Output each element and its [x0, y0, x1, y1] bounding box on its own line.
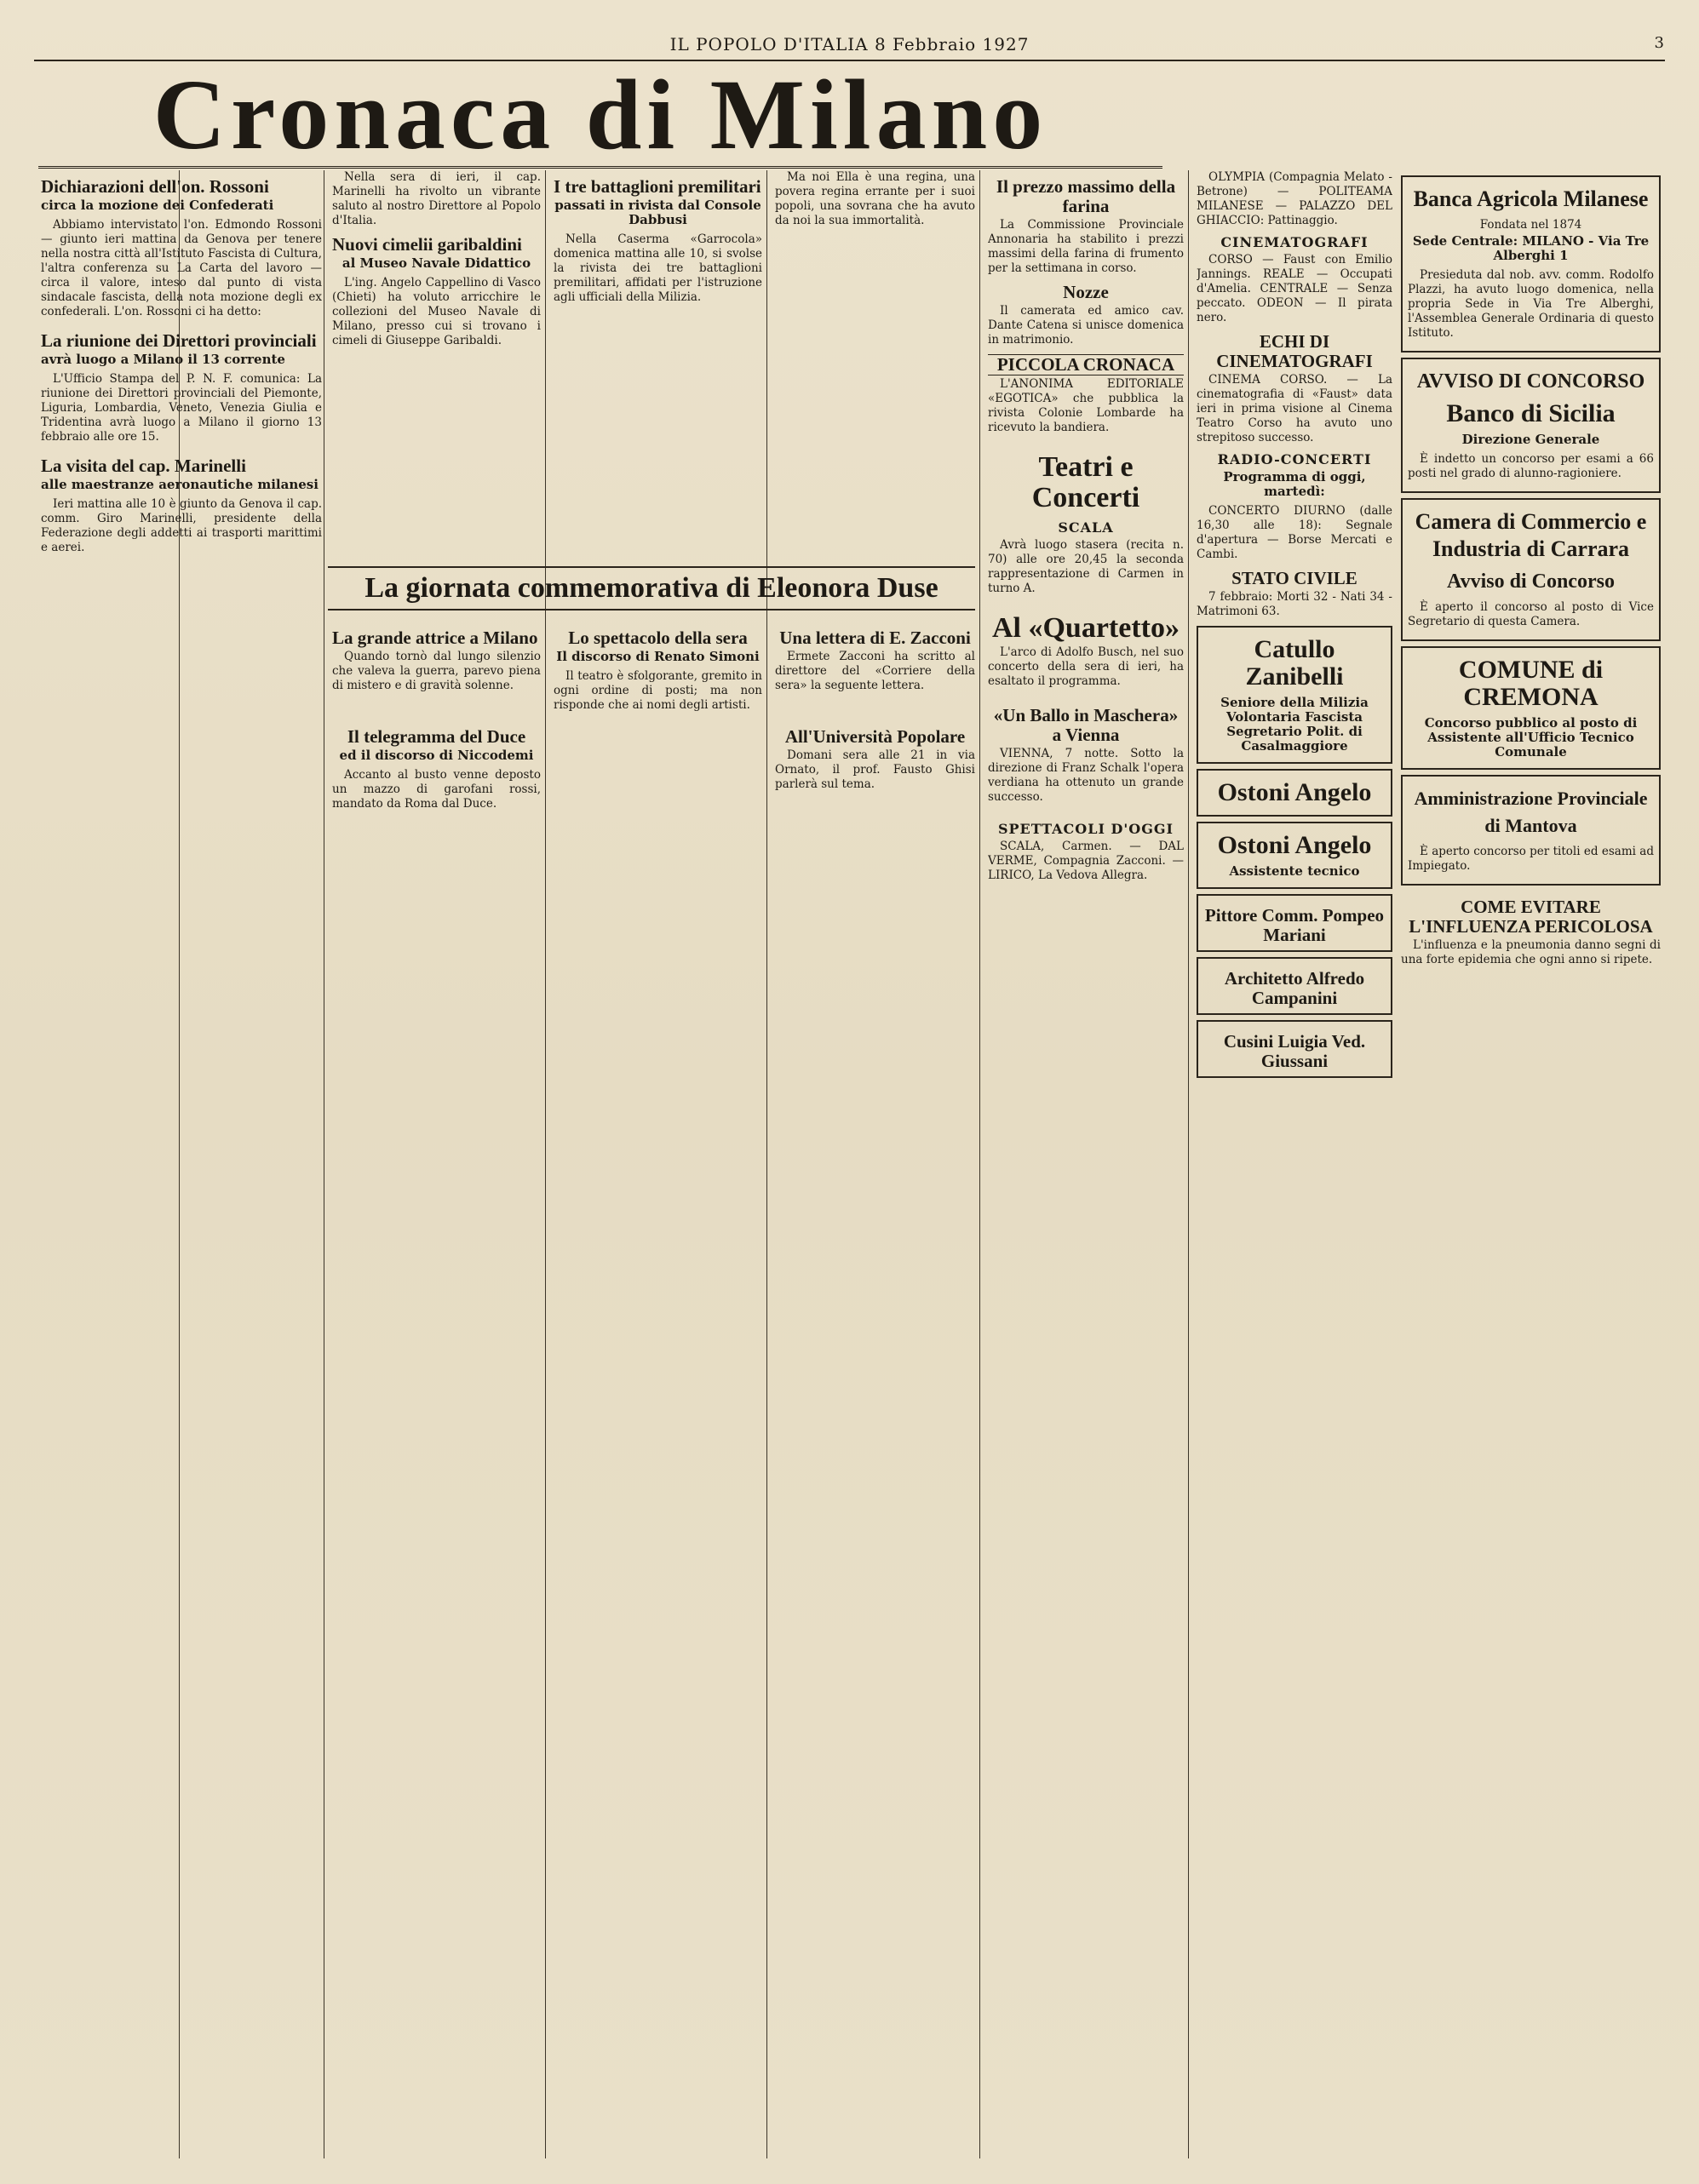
column-2	[332, 170, 541, 562]
article-heading: Al «Quartetto»	[991, 612, 1180, 644]
column-rule	[766, 170, 767, 2158]
article-text: Avrà luogo stasera (recita n. 70) alle ore 20,45 la seconda rappresentazione di Carmen in turno A.	[988, 538, 1184, 595]
article-text: Il teatro è sfolgorante, gremito in ogni ordine di posti; ma non risponde che ai nomi degli artisti.	[554, 669, 762, 712]
article-heading: Nuovi cimelii garibaldini	[332, 234, 522, 255]
article-text: Domani sera alle 21 in via Ornato, il prof. Fausto Ghisi parlerà sul tema.	[775, 748, 975, 791]
article-text: È indetto un concorso per esami a 66 posti nel grado di alunno-ragioniere.	[1408, 452, 1654, 480]
obituary-name: Catullo Zanibelli	[1245, 635, 1344, 691]
article-heading: Il prezzo massimo della farina	[996, 176, 1176, 216]
obituary-box	[1197, 1020, 1392, 1078]
concorso-notice	[1401, 498, 1661, 641]
bank-founded: Fondata nel 1874	[1479, 218, 1582, 232]
article-text: L'ANONIMA EDITORIALE «EGOTICA» che pubblica la rivista Colonie Lombarde ha ricevuto la bandiera.	[988, 377, 1184, 434]
article-text: È aperto concorso per titoli ed esami ad Impiegato.	[1408, 845, 1654, 873]
column-4	[775, 170, 975, 562]
notice-institution: Banco di Sicilia	[1446, 399, 1616, 427]
obituary-name: Ostoni Angelo	[1217, 831, 1372, 859]
article-text: Ieri mattina alle 10 è giunto da Genova il cap. comm. Giro Marinelli, presidente della Federazione degli addetti ai trasporti marittimi e aerei.	[41, 497, 322, 554]
column-5	[988, 170, 1184, 2158]
article-subheading: Il discorso di Renato Simoni	[556, 649, 760, 664]
column-rule	[979, 170, 980, 2158]
notice-subheading: Concorso pubblico al posto di Assistente all'Ufficio Tecnico Comunale	[1424, 715, 1638, 760]
obituary-box	[1197, 894, 1392, 952]
article-heading: Una lettera di E. Zacconi	[779, 628, 971, 648]
notice-institution: COMUNE di CREMONA	[1458, 656, 1604, 711]
article-text: È aperto il concorso al posto di Vice Segretario di questa Camera.	[1408, 600, 1654, 628]
article-subheading: circa la mozione dei Confederati	[41, 198, 274, 213]
article-text: OLYMPIA (Compagnia Melato - Betrone) — POLITEAMA MILANESE — PALAZZO DEL GHIACCIO: Pattinaggio.	[1197, 170, 1392, 227]
article-text: Presieduta dal nob. avv. comm. Rodolfo Plazzi, ha avuto luogo domenica, nella propria Sede in Via Tre Alberghi, l'Assemblea Generale Ordinaria di questo Istituto.	[1408, 268, 1654, 340]
section-masthead	[38, 59, 1162, 170]
obituary-title: Assistente tecnico	[1229, 863, 1360, 879]
article-text: Accanto al busto venne deposto un mazzo di garofani rossi, mandato da Roma dal Duce.	[332, 768, 541, 811]
article-text: CINEMA CORSO. — La cinematografia di «Faust» data ieri in prima visione al Cinema Teatro Corso ha avuto uno strepitoso successo.	[1197, 373, 1392, 444]
article-text: SCALA, Carmen. — DAL VERME, Compagnia Zacconi. — LIRICO, La Vedova Allegra.	[988, 840, 1184, 882]
notice-institution: Amministrazione Provinciale di Mantova	[1414, 788, 1648, 836]
duse-banner-title: La giornata commemorativa di Eleonora Duse	[364, 572, 938, 604]
article-heading: Nozze	[1063, 282, 1109, 302]
page-number: 3	[1654, 34, 1665, 52]
article-text: L'arco di Adolfo Busch, nel suo concerto della sera di ieri, ha esaltato il programma.	[988, 645, 1184, 688]
obituary-name: Pittore Comm. Pompeo Mariani	[1204, 905, 1385, 945]
column-6	[1197, 170, 1392, 2158]
article-heading: Dichiarazioni dell'on. Rossoni	[41, 176, 269, 197]
concorso-notice	[1401, 646, 1661, 770]
bank-notice	[1401, 175, 1661, 353]
article-heading: CINEMATOGRAFI	[1220, 234, 1369, 250]
article-text: CONCERTO DIURNO (dalle 16,30 alle 18): Segnale d'apertura — Borse Mercati e Cambi.	[1197, 504, 1392, 561]
notice-title: Avviso di Concorso	[1447, 570, 1615, 593]
article-text: 7 febbraio: Morti 32 - Nati 34 - Matrimoni 63.	[1197, 590, 1392, 618]
duse-banner	[328, 566, 975, 610]
article-heading: COME EVITARE L'INFLUENZA PERICOLOSA	[1409, 897, 1653, 937]
article-subheading: avrà luogo a Milano il 13 corrente	[41, 352, 285, 367]
article-subheading: Programma di oggi, martedì:	[1223, 469, 1366, 499]
article-heading: La visita del cap. Marinelli	[41, 456, 246, 476]
article-heading: «Un Ballo in Maschera» a Vienna	[993, 705, 1179, 745]
obituary-name: Ostoni Angelo	[1217, 778, 1372, 806]
section-title: Cronaca di Milano	[152, 59, 1048, 170]
running-head-text: IL POPOLO D'ITALIA 8 Febbraio 1927	[669, 34, 1030, 54]
running-head	[34, 34, 1665, 61]
concorso-notice	[1401, 775, 1661, 886]
article-text: Ma noi Ella è una regina, una povera regina errante per i suoi popoli, una sovrana che ha avuto da noi la sua immortalità.	[775, 170, 975, 227]
article-text: L'ing. Angelo Cappellino di Vasco (Chieti) ha voluto arricchire le collezioni del Museo Navale di Milano, presso cui si trovano i cimeli di Giuseppe Garibaldi.	[332, 276, 541, 347]
article-text: VIENNA, 7 notte. Sotto la direzione di Franz Schalk l'opera verdiana ha ottenuto un grande successo.	[988, 747, 1184, 804]
obituary-name: Cusini Luigia Ved. Giussani	[1223, 1031, 1366, 1071]
obituary-box	[1197, 957, 1392, 1015]
bank-address: Sede Centrale: MILANO - Via Tre Alberghi 1	[1412, 233, 1650, 263]
bank-name: Banca Agricola Milanese	[1413, 186, 1649, 211]
article-heading: La riunione dei Direttori provinciali	[41, 330, 317, 351]
article-text: CORSO — Faust con Emilio Jannings. REALE — Occupati d'Amelia. CENTRALE — Senza peccato. ODEON — Il pirata nero.	[1197, 253, 1392, 324]
article-heading: RADIO-CONCERTI	[1217, 451, 1372, 467]
article-heading: SPETTACOLI D'OGGI	[997, 821, 1174, 837]
article-subheading: passati in rivista dal Console Dabbusi	[554, 198, 761, 227]
column-3	[554, 170, 762, 562]
article-text: Nella sera di ieri, il cap. Marinelli ha rivolto un vibrante saluto al nostro Direttore al Popolo d'Italia.	[332, 170, 541, 227]
article-subheading: SCALA	[1058, 519, 1114, 536]
article-text: L'Ufficio Stampa del P. N. F. comunica: La riunione dei Direttori provinciali del Piemonte, Liguria, Lombardia, Veneto, Venezia Giulia e Tridentina avrà luogo a Milano il giorno 13 febbraio alle ore 15.	[41, 372, 322, 444]
notice-title: AVVISO DI CONCORSO	[1416, 370, 1645, 393]
article-heading: I tre battaglioni premilitari	[554, 176, 761, 197]
column-1-wide	[41, 170, 322, 2158]
article-text: Ermete Zacconi ha scritto al direttore del «Corriere della sera» la seguente lettera.	[775, 650, 975, 692]
column-7	[1401, 170, 1661, 2158]
obituary-name: Architetto Alfredo Campanini	[1224, 968, 1365, 1008]
obituary-box	[1197, 822, 1392, 889]
notice-institution: Camera di Commercio e Industria di Carrara	[1415, 509, 1647, 561]
article-text: Nella Caserma «Garrocola» domenica mattina alle 10, si svolse la rivista dei tre battaglioni premilitari, affidati per l'istruzione agli ufficiali della Milizia.	[554, 232, 762, 304]
article-text: La Commissione Provinciale Annonaria ha stabilito i prezzi massimi della farina di frumento per la settimana in corso.	[988, 218, 1184, 275]
article-subheading: al Museo Navale Didattico	[342, 255, 531, 271]
article-heading: ECHI DI CINEMATOGRAFI	[1216, 331, 1373, 371]
article-subheading: ed il discorso di Niccodemi	[339, 748, 534, 763]
article-heading: La grande attrice a Milano	[332, 628, 538, 648]
article-heading: All'Università Popolare	[784, 726, 966, 747]
obituary-box	[1197, 626, 1392, 764]
column-3-lower	[554, 622, 762, 2158]
article-heading: PICCOLA CRONACA	[988, 354, 1184, 375]
column-rule	[1188, 170, 1189, 2158]
article-text: L'influenza e la pneumonia danno segni di una forte epidemia che ogni anno si ripete.	[1401, 938, 1661, 966]
article-subheading: alle maestranze aeronautiche milanesi	[41, 477, 319, 492]
column-4-lower	[775, 622, 975, 2158]
article-heading: Teatri e Concerti	[1031, 451, 1140, 513]
notice-subheading: Direzione Generale	[1461, 432, 1600, 447]
obituary-box	[1197, 769, 1392, 817]
column-rule	[545, 170, 546, 2158]
article-text: Quando tornò dal lungo silenzio che valeva la guerra, parevo piena di mistero e di gravità solenne.	[332, 650, 541, 692]
obituary-title: Seniore della Milizia Volontaria Fascista Segretario Polit. di Casalmaggiore	[1220, 695, 1369, 754]
article-text: Il camerata ed amico cav. Dante Catena si unisce domenica in matrimonio.	[988, 304, 1184, 347]
concorso-notice	[1401, 358, 1661, 493]
article-text: Abbiamo intervistato l'on. Edmondo Rossoni — giunto ieri mattina da Genova per tenere nella nostra città all'Istituto Fascista di Cultura, l'altra conferenza su La Carta del lavoro — circa il valore, inteso dal punto di vista sindacale fascista, della nota mozione degli ex confederali. L'on. Rossoni ci ha detto:	[41, 218, 322, 318]
column-2-lower	[332, 622, 541, 2158]
article-heading: Il telegramma del Duce	[347, 726, 526, 747]
article-heading: STATO CIVILE	[1231, 568, 1357, 588]
article-heading: Lo spettacolo della sera	[568, 628, 748, 648]
